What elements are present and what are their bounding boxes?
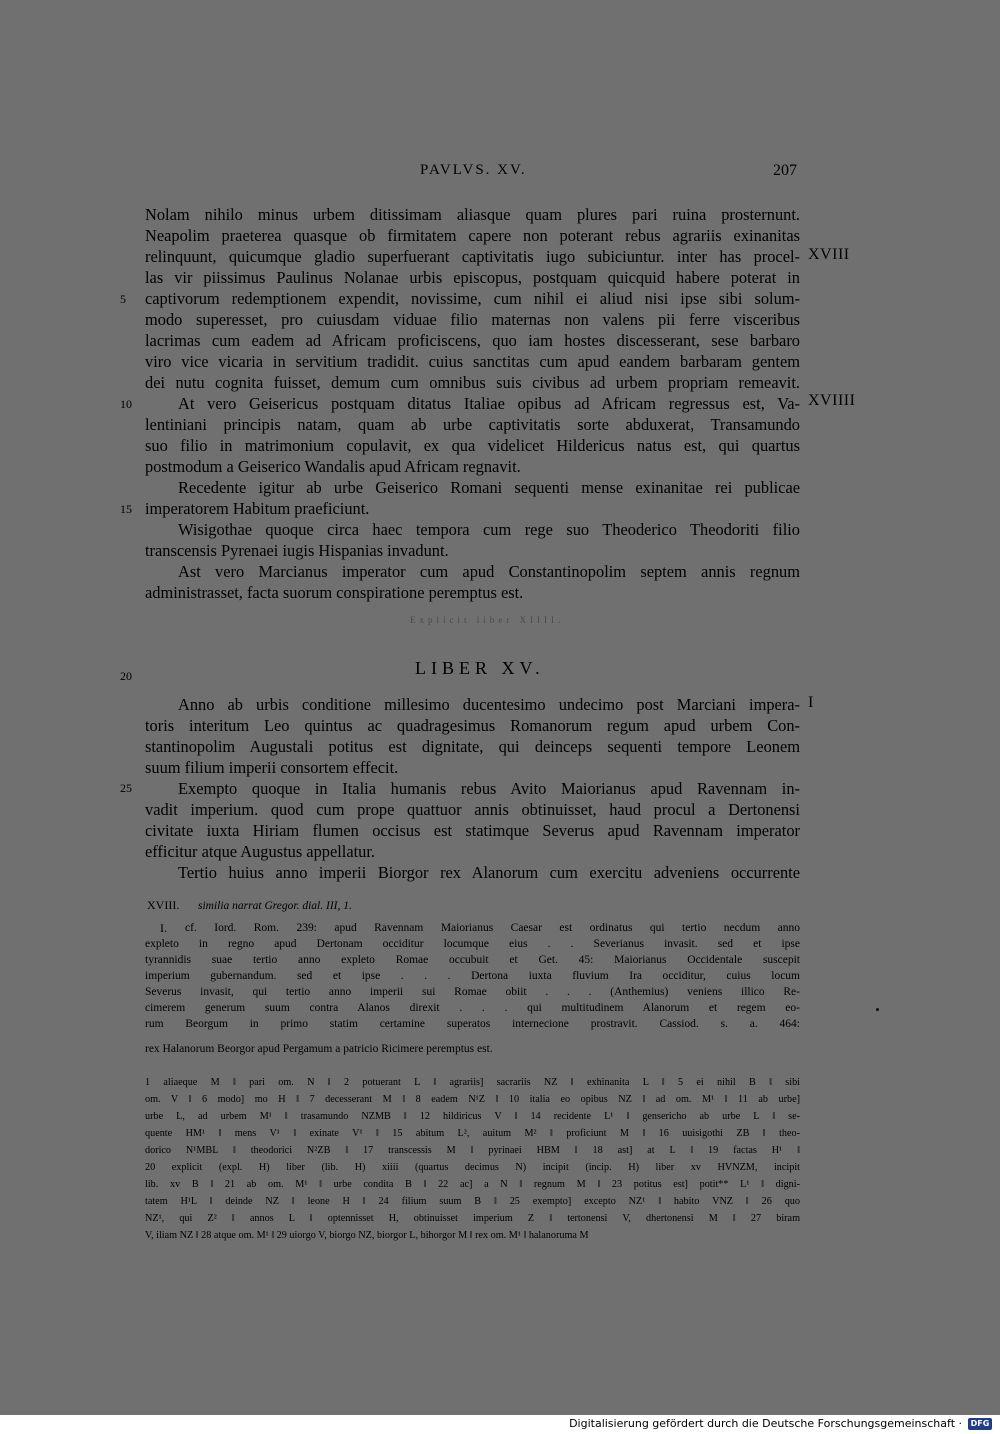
line-number: 5 [120,292,126,306]
apparatus-line: 20 explicit (expl. H) liber (lib. H) xiiii (quartus decimus N) incipit (incip. H) liber xv HVNZM, incipit [145,1162,800,1173]
body-line: lacrimas cum eadem ad Africam proficiscens, quo iam hostes discesserant, sese barbaro [145,331,800,350]
note-label: XVIII. [147,898,180,912]
source-note-line: rum Beorgum in primo statim certamine superatos internecione prostravit. Cassiod. s. a. 464: [145,1018,800,1030]
apparatus-line: dorico N¹MBL ‖ theodorici N²ZB ‖ 17 transcessis M ‖ pyrinaei HBM ‖ 18 ast] at L ‖ 19 factas H¹ ‖ [145,1145,800,1156]
source-note-line: expleto in regno apud Dertonam occiditur locumque eius . . Severianus invasit. sed et ipse [145,938,800,950]
source-note-line: rex Halanorum Beorgor apud Pergamum a patricio Ricimere peremptus est. [145,1043,493,1055]
body-line: Nolam nihilo minus urbem ditissimam aliasque quam plures pari ruina prosternunt. [145,205,800,224]
body-line: administrasset, facta suorum conspiratione peremptus est. [145,583,524,602]
source-note-line: cimerem generum suum contra Alanos direxit . . . qui multitudinem Alanorum et regem eo- [145,1002,800,1014]
apparatus-line: 1 aliaeque M ‖ pari om. N ‖ 2 potuerant L ‖ agrariis] sacrariis NZ ‖ exhinanita L ‖ 5 ei nihil B ‖ sibi [145,1077,800,1088]
line-number: 15 [120,502,132,516]
page-number: 207 [773,162,797,179]
body-line: At vero Geisericus postquam ditatus Italiae opibus ad Africam regressus est, Va- [178,394,800,413]
body-line: vadit imperium. quod cum prope quattuor annis obtinuisset, haud procul a Dertonensi [145,800,800,819]
footer-credit: Digitalisierung gefördert durch die Deutsche Forschungsgemeinschaft · [569,1417,962,1430]
body-line: viro vice vicaria in servitium tradidit. cuius sanctitas cum apud eandem barbaram gentem [145,352,800,371]
apparatus-line: NZ¹, qui Z² ‖ annos L ‖ optennisset H, obtinuisset imperium Z ‖ tertonensi V, dhertonensi M ‖ 27 biram [145,1213,800,1224]
book-title: LIBER XV. [415,658,545,678]
body-line: Wisigothae quoque circa haec tempora cum rege suo Theoderico Theodoriti filio [178,520,800,539]
body-line: Tertio huius anno imperii Biorgor rex Alanorum cum exercitu adveniens occurrente [178,863,800,882]
apparatus-line: V, iliam NZ ‖ 28 atque om. M¹ ‖ 29 uiorgo V, biorgo NZ, biorgor L, bihorgor M ‖ rex om. M¹ ‖ halanoruma M [145,1230,589,1241]
body-line: Neapolim praeterea quasque ob firmitatem capere non poterant rebus agrariis exinanitas [145,226,800,245]
source-note-line: Severus invasit, qui tertio anno imperii sui Romae obiit . . . (Anthemius) veniens illico Re- [145,986,800,998]
source-note-line: cf. Iord. Rom. 239: apud Ravennam Maiorianus Caesar est ordinatus qui tertio necdum anno [185,922,800,934]
margin-note: I [808,694,814,711]
body-line: civitate iuxta Hiriam flumen occisus est statimque Severus apud Ravennam imperator [145,821,800,840]
body-line: efficitur atque Augustus appellatur. [145,842,376,861]
body-line: transcensis Pyrenaei iugis Hispanias invadunt. [145,541,449,560]
source-note: similia narrat Gregor. dial. III, 1. [198,900,352,912]
apparatus-line: om. V ‖ 6 modo] mo H ‖ 7 decesserant M ‖ 8 eadem N¹Z ‖ 10 italia eo opibus NZ ‖ ad om. M¹ ‖ 11 ab urbe] [145,1094,800,1105]
body-line: toris interitum Leo quintus ac quadragesimus Romanorum regum apud urbem Con- [145,716,800,735]
running-title: PAVLVS. XV. [420,162,527,178]
explicit-line: Explicit liber XIIII. [410,615,565,625]
margin-note: XVIIII [808,392,856,409]
line-number: 25 [120,781,132,795]
body-line: postmodum a Geiserico Wandalis apud Africam regnavit. [145,457,521,476]
apparatus-line: quente HM¹ ‖ mens V¹ ‖ exinate V¹ ‖ 15 abitum L², auitum M² ‖ proficiunt M ‖ 16 uuisigothi ZB ‖ theo- [145,1128,800,1139]
body-line: las vir piissimus Paulinus Nolanae urbis episcopus, postquam quicquid habere poterat in [145,268,800,287]
body-line: captivorum redemptionem expendit, novissime, cum nihil ei aliud nisi ipse sibi solum- [145,289,800,308]
body-line: suo filio in matrimonium copulavit, ex qua videlicet Hildericus natus est, qui quartus [145,436,800,455]
line-number: 20 [120,669,132,683]
line-number: 10 [120,397,132,411]
body-line: Recedente igitur ab urbe Geiserico Romani sequenti mense exinanitae rei publicae [178,478,800,497]
body-line: imperatorem Habitum praeficiunt. [145,499,370,518]
source-note-line: imperium gubernandum. sed et ipse . . . Dertona iuxta fluvium Ira occiditur, cuius locum [145,970,800,982]
apparatus-line: tatem H¹L ‖ deinde NZ ‖ leone H ‖ 24 filium suum B ‖ 25 exempto] excepto NZ¹ ‖ habito VNZ ‖ 26 quo [145,1196,800,1207]
body-line: relinquunt, quicumque gladio superfuerant captivitatis iugo subiciuntur. inter has procel- [145,247,800,266]
apparatus-line: urbe L, ad urbem M¹ ‖ trasamundo NZMB ‖ 12 hildiricus V ‖ 14 recidente L¹ ‖ genserichо ab urbe L ‖ se- [145,1111,800,1122]
body-line: Anno ab urbis conditione millesimo ducentesimo undecimo post Marciani impera- [178,695,800,714]
body-line: stantinopolim Augustali potitus est dignitate, qui deinceps sequenti tempore Leonem [145,737,800,756]
body-line: suum filium imperii consortem effecit. [145,758,399,777]
body-line: lentiniani principis natam, quam ab urbe captivitatis sorte abduxerat, Transamundo [145,415,800,434]
body-line: Exempto quoque in Italia humanis rebus Avito Maiorianus apud Ravennam in- [178,779,800,798]
body-line: modo superesset, pro cuiusdam viduae filio maternas non valens pii ferre visceribus [145,310,800,329]
note-label: I. [160,921,167,935]
apparatus-line: lib. xv B ‖ 21 ab om. M¹ ‖ urbe condita B ‖ 22 ac] a N ‖ regnum M ‖ 23 potitus est] potit** L¹ ‖ digni- [145,1179,800,1190]
margin-note: XVIII [808,246,850,263]
running-head [145,162,797,182]
body-line: dei nutu cognita fuisset, demum cum omnibus suis civibus ad urbem propriam remeavit. [145,373,800,392]
source-note-line: tyrannidis suae tertio anno expleto Romae occubuit et Get. 45: Maiorianus Occidentale suscepit [145,954,800,966]
ink-speck [876,1008,879,1011]
body-line: Ast vero Marcianus imperator cum apud Constantinopolim septem annis regnum [178,562,800,581]
dfg-logo-icon: DFG [968,1418,992,1430]
